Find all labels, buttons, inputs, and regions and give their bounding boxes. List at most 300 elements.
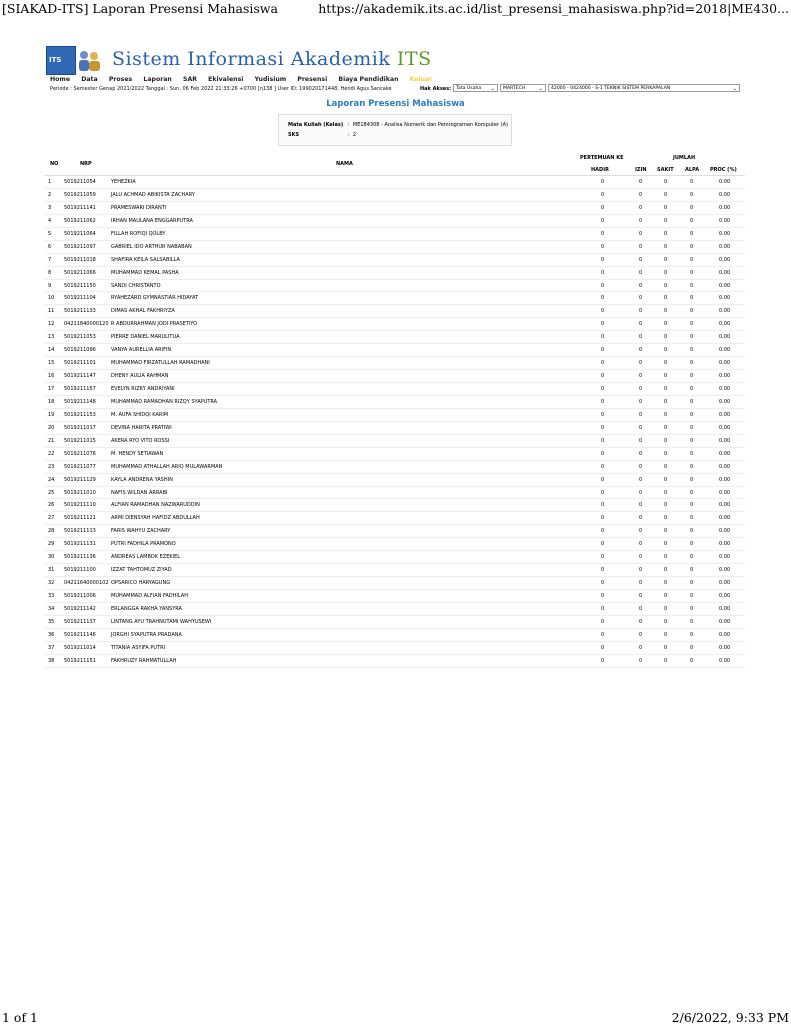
cell-no: 24: [48, 476, 55, 483]
cell-nama: R ABDURRAHMAN JODI PRASETIYO: [111, 321, 198, 328]
cell-nrp: 5019211151: [64, 657, 96, 664]
cell-alpa: 0: [690, 450, 694, 457]
table-row: [45, 241, 745, 254]
cell-nama: ANDREAS LAMBOK EZEKIEL: [111, 554, 181, 561]
cell-izin: 0: [639, 554, 643, 561]
cell-izin: 0: [639, 618, 643, 625]
cell-no: 21: [48, 437, 55, 444]
cell-izin: 0: [639, 347, 643, 354]
cell-no: 19: [48, 411, 55, 418]
cell-nama: DIMAS AKHAL FAKHRIYZA: [111, 308, 175, 315]
cell-nrp: 5019211018: [64, 256, 96, 263]
table-row: [45, 202, 745, 215]
cell-no: 20: [48, 424, 55, 431]
cell-nrp: 5019211137: [64, 618, 96, 625]
cell-nrp: 5019211101: [64, 360, 96, 367]
cell-nrp: 5019211054: [64, 179, 96, 185]
cell-izin: 0: [639, 295, 643, 302]
cell-no: 22: [48, 450, 55, 457]
cell-no: 38: [48, 657, 55, 664]
table-row: [45, 357, 745, 370]
cell-hadir: 0: [601, 179, 605, 185]
cell-hadir: 0: [601, 411, 605, 418]
cell-alpa: 0: [690, 657, 694, 664]
cell-proc: 0.00: [719, 179, 731, 185]
cell-sakit: 0: [664, 657, 668, 664]
cell-proc: 0.00: [719, 580, 731, 587]
cell-hadir: 0: [601, 528, 605, 535]
cell-nama: M. HENDY SETIAWAN: [111, 450, 164, 457]
cell-hadir: 0: [601, 373, 605, 380]
cell-alpa: 0: [690, 541, 694, 548]
cell-no: 23: [48, 463, 55, 470]
table-row: [45, 590, 745, 603]
cell-alpa: 0: [690, 580, 694, 587]
cell-no: 8: [48, 269, 52, 276]
cell-hadir: 0: [601, 191, 605, 198]
cell-nrp: 5019211100: [64, 567, 96, 574]
table-row: [45, 525, 745, 538]
cell-sakit: 0: [664, 463, 668, 470]
cell-sakit: 0: [664, 424, 668, 431]
cell-hadir: 0: [601, 593, 605, 599]
nav-home[interactable]: Home: [50, 76, 71, 83]
cell-hadir: 0: [601, 515, 605, 522]
cell-alpa: 0: [690, 463, 694, 470]
cell-nrp: 5019211131: [64, 541, 96, 548]
table-row: [45, 422, 745, 435]
cell-proc: 0.00: [719, 424, 731, 431]
cell-nrp: 5019211129: [64, 476, 96, 483]
print-header-title: [SIAKAD-ITS] Laporan Presensi Mahasiswa: [2, 1, 278, 16]
cell-nrp: 5019211157: [64, 386, 96, 392]
cell-nrp: 5019211110: [64, 502, 96, 509]
cell-sakit: 0: [664, 631, 668, 638]
cell-proc: 0.00: [719, 541, 731, 548]
cell-izin: 0: [639, 230, 643, 237]
cell-proc: 0.00: [719, 631, 731, 638]
nav-sar[interactable]: SAR: [183, 76, 198, 83]
cell-nama: MUHAMMAD ALFIAN FADHILAH: [111, 593, 188, 599]
cell-izin: 0: [639, 631, 643, 638]
cell-nama: ERLANGGA RAKHA YANSYRA: [111, 605, 182, 612]
table-row: [45, 396, 745, 409]
cell-nrp: 5019211133: [64, 308, 96, 315]
cell-nama: LINTANG AYU TRAHNUTAMI WAHYUSEWI: [111, 618, 212, 625]
cell-alpa: 0: [690, 347, 694, 354]
cell-nrp: 5019211153: [64, 411, 96, 418]
cell-no: 30: [48, 554, 55, 561]
cell-hadir: 0: [601, 631, 605, 638]
cell-sakit: 0: [664, 476, 668, 483]
cell-alpa: 0: [690, 502, 694, 509]
cell-hadir: 0: [601, 437, 605, 444]
col-sakit: SAKIT: [657, 167, 674, 173]
cell-nama: KAYLA ANDRENA YASHIN: [111, 476, 173, 483]
cell-nrp: 5019211053: [64, 334, 96, 341]
cell-proc: 0.00: [719, 437, 731, 444]
cell-alpa: 0: [690, 644, 694, 651]
cell-nrp: 5019211006: [64, 593, 96, 599]
cell-nama: SHAFIRA KEILA SALSABILLA: [111, 256, 180, 263]
col-proc: PROC (%): [710, 167, 737, 173]
cell-izin: 0: [639, 567, 643, 574]
cell-nrp: 5019211147: [64, 373, 96, 380]
cell-hadir: 0: [601, 217, 605, 224]
cell-sakit: 0: [664, 269, 668, 276]
table-row: [45, 254, 745, 267]
cell-proc: 0.00: [719, 321, 731, 328]
cell-nrp: 5019211062: [64, 217, 96, 224]
cell-hadir: 0: [601, 424, 605, 431]
chevron-down-icon: ⌄: [490, 86, 495, 92]
cell-sakit: 0: [664, 437, 668, 444]
cell-alpa: 0: [690, 398, 694, 405]
report-title: Laporan Presensi Mahasiswa: [326, 99, 465, 109]
table-row: [45, 189, 745, 202]
cell-proc: 0.00: [719, 204, 731, 211]
cell-alpa: 0: [690, 618, 694, 625]
cell-nrp: 5019211097: [64, 243, 96, 250]
cell-nrp: 5019211146: [64, 631, 96, 638]
cell-hadir: 0: [601, 295, 605, 302]
cell-izin: 0: [639, 605, 643, 612]
session-info: Periode : Semester Genap 2021/2022 Tanggal : Sun, 06 Feb 2022 21:33:26 +0700 [n138 ] User ID: 199020171448, Hendi Agus Sancake: [50, 86, 392, 92]
cell-alpa: 0: [690, 308, 694, 315]
cell-nama: ARMI DIENSYAH HAFIDZ ABDULLAH: [111, 515, 200, 522]
table-row: [45, 280, 745, 293]
cell-no: 36: [48, 631, 55, 638]
course-row: Mata Kuliah (Kelas) : ME184308 - Analisa Numerik dan Pemrograman Komputer (A): [288, 122, 508, 128]
cell-alpa: 0: [690, 360, 694, 367]
cell-no: 32: [48, 580, 55, 587]
cell-sakit: 0: [664, 618, 668, 625]
cell-nama: ALFIAN RAMADHAN NAZWARUDDIN: [111, 502, 200, 509]
cell-hadir: 0: [601, 450, 605, 457]
col-no: NO: [50, 161, 59, 167]
cell-no: 37: [48, 644, 55, 651]
cell-nama: IRHAN MAULANA ENGGARPUTRA: [111, 217, 193, 224]
cell-alpa: 0: [690, 282, 694, 289]
cell-no: 13: [48, 334, 55, 341]
cell-nama: MUHAMMAD KEMAL PASHA: [111, 269, 179, 276]
cell-hadir: 0: [601, 580, 605, 587]
cell-nrp: 04211640000102: [64, 580, 109, 587]
nav-proses[interactable]: Proses: [108, 76, 133, 83]
cell-izin: 0: [639, 308, 643, 315]
cell-sakit: 0: [664, 295, 668, 302]
table-row: [45, 435, 745, 448]
cell-proc: 0.00: [719, 230, 731, 237]
table-row: [45, 448, 745, 461]
cell-nrp: 5019211014: [64, 644, 96, 651]
nav-keluar[interactable]: Keluar: [409, 76, 433, 83]
table-row: [45, 318, 745, 331]
cell-nrp: 5019211066: [64, 269, 96, 276]
cell-izin: 0: [639, 541, 643, 548]
cell-proc: 0.00: [719, 308, 731, 315]
table-row: [45, 370, 745, 383]
cell-no: 31: [48, 567, 55, 574]
cell-alpa: 0: [690, 554, 694, 561]
cell-alpa: 0: [690, 411, 694, 418]
cell-proc: 0.00: [719, 269, 731, 276]
cell-proc: 0.00: [719, 657, 731, 664]
cell-no: 29: [48, 541, 55, 548]
cell-hadir: 0: [601, 657, 605, 664]
table-row: [45, 487, 745, 500]
sks-row: SKS : 2: [288, 132, 357, 138]
cell-no: 34: [48, 605, 55, 612]
cell-no: 17: [48, 386, 55, 392]
cell-izin: 0: [639, 476, 643, 483]
cell-nama: NAFIS WILDAN ARRABI: [111, 489, 168, 496]
cell-no: 6: [48, 243, 52, 250]
cell-sakit: 0: [664, 308, 668, 315]
cell-proc: 0.00: [719, 217, 731, 224]
print-footer-date: 2/6/2022, 9:33 PM: [671, 1010, 789, 1025]
cell-nrp: 5019211076: [64, 450, 96, 457]
cell-proc: 0.00: [719, 502, 731, 509]
cell-alpa: 0: [690, 230, 694, 237]
cell-sakit: 0: [664, 282, 668, 289]
table-row: [45, 176, 745, 189]
nav-presensi[interactable]: Presensi: [297, 76, 328, 83]
table-row: [45, 551, 745, 564]
cell-no: 5: [48, 230, 52, 237]
cell-nrp: 5019211064: [64, 230, 96, 237]
access-label: Hak Akses:: [420, 86, 452, 92]
cell-alpa: 0: [690, 295, 694, 302]
table-row: [45, 616, 745, 629]
cell-proc: 0.00: [719, 373, 731, 380]
table-row: [45, 512, 745, 525]
cell-proc: 0.00: [719, 489, 731, 496]
cell-nama: MUHAMMAD ATHALLAH ARIQ MULAWARMAN: [111, 463, 223, 470]
nav-laporan[interactable]: Laporan: [143, 76, 172, 83]
table-header: [45, 151, 745, 176]
print-footer-page: 1 of 1: [2, 1010, 39, 1025]
nav-ekivalensi[interactable]: Ekivalensi: [208, 76, 244, 83]
cell-hadir: 0: [601, 282, 605, 289]
cell-sakit: 0: [664, 230, 668, 237]
cell-alpa: 0: [690, 179, 694, 185]
cell-no: 28: [48, 528, 55, 535]
cell-sakit: 0: [664, 528, 668, 535]
cell-sakit: 0: [664, 644, 668, 651]
cell-hadir: 0: [601, 243, 605, 250]
cell-alpa: 0: [690, 373, 694, 380]
cell-nrp: 5019211113: [64, 528, 96, 535]
cell-hadir: 0: [601, 256, 605, 263]
cell-proc: 0.00: [719, 398, 731, 405]
cell-izin: 0: [639, 217, 643, 224]
cell-izin: 0: [639, 489, 643, 496]
cell-sakit: 0: [664, 489, 668, 496]
cell-hadir: 0: [601, 360, 605, 367]
cell-nama: AKERA RYO VITO ROSSI: [111, 437, 170, 444]
cell-proc: 0.00: [719, 295, 731, 302]
cell-nrp: 5019211015: [64, 437, 96, 444]
cell-no: 14: [48, 347, 55, 354]
cell-proc: 0.00: [719, 515, 731, 522]
table-row: [45, 305, 745, 318]
cell-no: 26: [48, 502, 55, 509]
cell-hadir: 0: [601, 618, 605, 625]
cell-alpa: 0: [690, 243, 694, 250]
cell-hadir: 0: [601, 398, 605, 405]
cell-no: 9: [48, 282, 52, 289]
cell-hadir: 0: [601, 334, 605, 341]
cell-sakit: 0: [664, 386, 668, 392]
prodi-select[interactable]: 42000 - 0424000 - S-1 TEKNIK SISTEM PERKAPALAN ⌄: [548, 84, 740, 92]
cell-no: 10: [48, 295, 55, 302]
col-hadir: HADIR: [591, 167, 609, 173]
cell-hadir: 0: [601, 541, 605, 548]
unit-select[interactable]: MARTECH ⌄: [500, 84, 546, 92]
table-row: [45, 538, 745, 551]
cell-no: 33: [48, 593, 55, 599]
cell-no: 18: [48, 398, 55, 405]
cell-izin: 0: [639, 179, 643, 185]
cell-nrp: 5019211017: [64, 424, 96, 431]
nav-yudisium[interactable]: Yudisium: [254, 76, 287, 83]
cell-hadir: 0: [601, 230, 605, 237]
cell-hadir: 0: [601, 463, 605, 470]
cell-sakit: 0: [664, 398, 668, 405]
print-header-url: https://akademik.its.ac.id/list_presensi_mahasiswa.php?id=2018|ME430...: [318, 1, 789, 16]
col-izin: IZIN: [635, 167, 647, 173]
cell-sakit: 0: [664, 605, 668, 612]
nav-biaya-pendidikan[interactable]: Biaya Pendidikan: [338, 76, 399, 83]
cell-nama: OPSARICO HARYAGUNG: [111, 580, 171, 587]
cell-izin: 0: [639, 450, 643, 457]
students-logo-icon: [76, 49, 102, 73]
cell-nama: PRAMESWARI DIRANTI: [111, 204, 167, 211]
cell-nrp: 5019211142: [64, 605, 96, 612]
cell-izin: 0: [639, 386, 643, 392]
cell-sakit: 0: [664, 204, 668, 211]
table-row: [45, 655, 745, 668]
table-row: [45, 215, 745, 228]
cell-alpa: 0: [690, 204, 694, 211]
cell-nrp: 5019211104: [64, 295, 96, 302]
cell-sakit: 0: [664, 593, 668, 599]
cell-sakit: 0: [664, 567, 668, 574]
cell-izin: 0: [639, 321, 643, 328]
attendance-rows: [45, 176, 745, 668]
cell-izin: 0: [639, 644, 643, 651]
cell-nama: DHENY AULIA RAHMAN: [111, 373, 169, 380]
cell-alpa: 0: [690, 256, 694, 263]
table-row: [45, 642, 745, 655]
cell-nama: IZZAT TAHTOMUZ ZIYAD: [111, 567, 172, 574]
cell-nrp: 5019211121: [64, 515, 96, 522]
role-select[interactable]: Tata Usaha ⌄: [453, 84, 498, 92]
cell-sakit: 0: [664, 321, 668, 328]
cell-no: 11: [48, 308, 55, 315]
cell-nama: PUTRI FADHILA PRAMONO: [111, 541, 176, 548]
cell-alpa: 0: [690, 334, 694, 341]
table-row: [45, 629, 745, 642]
cell-nrp: 5019211059: [64, 191, 96, 198]
cell-izin: 0: [639, 657, 643, 664]
cell-proc: 0.00: [719, 605, 731, 612]
cell-nama: M. AUFA SHIDQI KARIM: [111, 411, 169, 418]
cell-hadir: 0: [601, 347, 605, 354]
cell-hadir: 0: [601, 502, 605, 509]
cell-nrp: 5019211077: [64, 463, 96, 470]
cell-nrp: 5019211148: [64, 398, 96, 405]
cell-hadir: 0: [601, 269, 605, 276]
cell-alpa: 0: [690, 269, 694, 276]
col-nrp: NRP: [80, 161, 92, 167]
cell-proc: 0.00: [719, 463, 731, 470]
cell-hadir: 0: [601, 489, 605, 496]
cell-nama: MUHAMMAD RAMADHAN RIZQY SYAPUTRA: [111, 398, 218, 405]
cell-sakit: 0: [664, 256, 668, 263]
cell-nrp: 04211840000120: [64, 321, 109, 328]
cell-hadir: 0: [601, 644, 605, 651]
cell-nrp: 5019211141: [64, 204, 96, 211]
cell-no: 12: [48, 321, 55, 328]
cell-izin: 0: [639, 191, 643, 198]
cell-proc: 0.00: [719, 528, 731, 535]
cell-no: 25: [48, 489, 55, 496]
cell-no: 15: [48, 360, 55, 367]
table-row: [45, 564, 745, 577]
nav-data[interactable]: Data: [81, 76, 98, 83]
cell-sakit: 0: [664, 347, 668, 354]
cell-nama: PIERRE DANIEL MARULITUA: [111, 334, 180, 341]
cell-sakit: 0: [664, 217, 668, 224]
cell-sakit: 0: [664, 411, 668, 418]
cell-izin: 0: [639, 515, 643, 522]
course-info-box: [278, 114, 512, 146]
cell-hadir: 0: [601, 204, 605, 211]
cell-izin: 0: [639, 437, 643, 444]
table-row: [45, 409, 745, 422]
cell-proc: 0.00: [719, 334, 731, 341]
cell-no: 4: [48, 217, 52, 224]
cell-hadir: 0: [601, 567, 605, 574]
cell-nama: TITANIA ASYIFA PUTRI: [111, 644, 166, 651]
cell-nama: EVELYN RIZKY ANDRIYANI: [111, 386, 175, 392]
cell-proc: 0.00: [719, 191, 731, 198]
cell-nama: VANYA AURELLIA ARIFIN: [111, 347, 172, 354]
cell-sakit: 0: [664, 360, 668, 367]
cell-alpa: 0: [690, 605, 694, 612]
cell-proc: 0.00: [719, 644, 731, 651]
cell-sakit: 0: [664, 373, 668, 380]
cell-no: 35: [48, 618, 55, 625]
cell-alpa: 0: [690, 386, 694, 392]
cell-nrp: 5019211096: [64, 347, 96, 354]
cell-alpa: 0: [690, 631, 694, 638]
table-row: [45, 603, 745, 616]
cell-proc: 0.00: [719, 243, 731, 250]
cell-izin: 0: [639, 424, 643, 431]
cell-alpa: 0: [690, 567, 694, 574]
cell-nrp: 5019211136: [64, 554, 96, 561]
cell-proc: 0.00: [719, 476, 731, 483]
cell-sakit: 0: [664, 554, 668, 561]
cell-nama: DEVINA HARITA PRATIWI: [111, 424, 172, 431]
cell-izin: 0: [639, 463, 643, 470]
table-row: [45, 383, 745, 396]
cell-alpa: 0: [690, 489, 694, 496]
cell-sakit: 0: [664, 580, 668, 587]
